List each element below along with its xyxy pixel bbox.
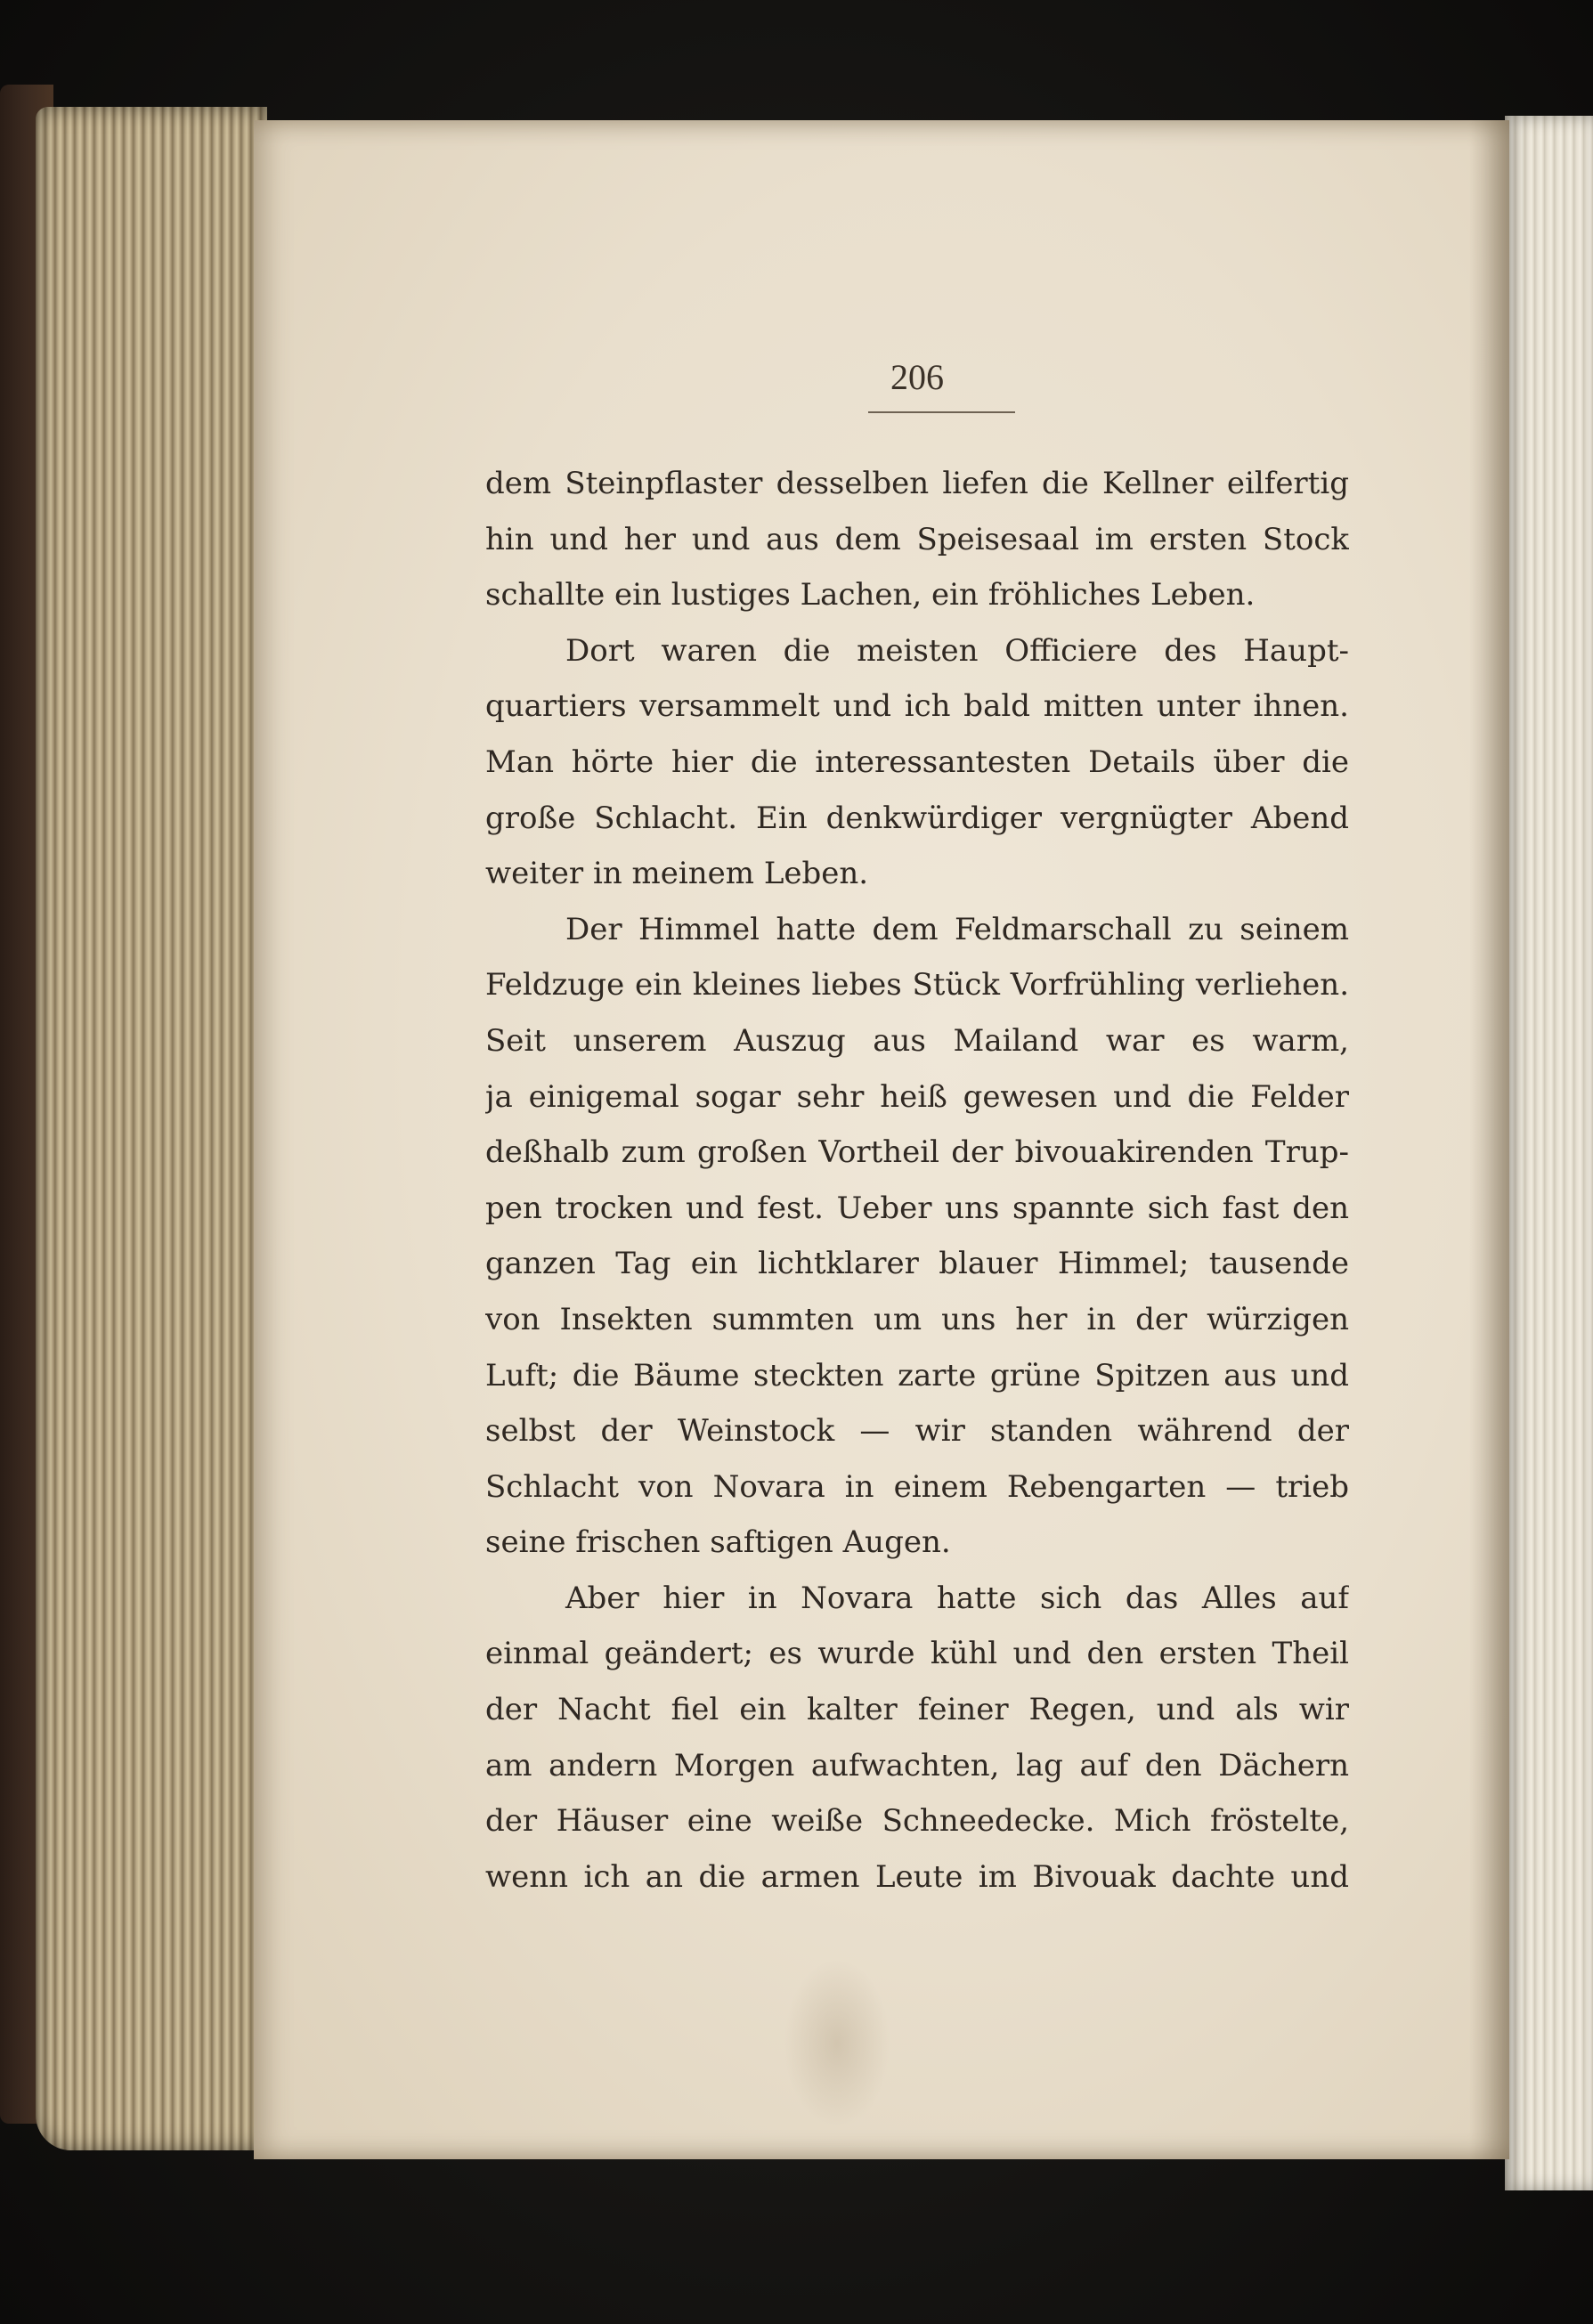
text-line: Luft; die Bäume steckten zarte grüne Spitzen aus und [485, 1357, 1349, 1394]
page-edges-left [36, 107, 267, 2150]
header-rule [868, 411, 1015, 413]
text-line: von Insekten summten um uns her in der würzigen [485, 1301, 1349, 1337]
text-line: deßhalb zum großen Vortheil der bivouakirenden Trup- [485, 1134, 1349, 1171]
text-line: weiter in meinem Leben. [485, 856, 869, 892]
text-line: quartiers versammelt und ich bald mitten unter ihnen. [485, 688, 1349, 725]
text-line: pen trocken und fest. Ueber uns spannte sich fast den [485, 1190, 1349, 1226]
gutter-shadow [1469, 120, 1509, 2159]
text-line: Dort waren die meisten Officiere des Haupt- [565, 632, 1349, 669]
text-line: einmal geändert; es wurde kühl und den ersten Theil [485, 1636, 1349, 1672]
text-line: hin und her und aus dem Speisesaal im ersten Stock [485, 521, 1349, 557]
text-line: am andern Morgen aufwachten, lag auf den Dächern [485, 1747, 1349, 1784]
text-line: Der Himmel hatte dem Feldmarschall zu seinem [565, 911, 1349, 947]
text-line: ja einigemal sogar sehr heiß gewesen und die Felder [485, 1078, 1349, 1115]
text-line: der Nacht fiel ein kalter feiner Regen, und als wir [485, 1692, 1349, 1728]
page-edges-right [1505, 116, 1593, 2190]
text-line: der Häuser eine weiße Schneedecke. Mich fröstelte, [485, 1803, 1349, 1840]
text-line: Feldzuge ein kleines liebes Stück Vorfrühling verliehen. [485, 967, 1349, 1004]
page-number: 206 [890, 357, 944, 397]
text-line: dem Steinpflaster desselben liefen die Kellner eilfertig [485, 466, 1349, 501]
text-line: schallte ein lustiges Lachen, ein fröhliches Leben. [485, 577, 1256, 614]
text-line: Schlacht von Novara in einem Rebengarten — trieb [485, 1468, 1349, 1505]
text-line: selbst der Weinstock — wir standen während der [485, 1413, 1349, 1450]
text-line: Aber hier in Novara hatte sich das Alles auf [565, 1580, 1349, 1616]
text-line: ganzen Tag ein lichtklarer blauer Himmel; tausende [485, 1246, 1349, 1282]
text-line: Man hörte hier die interessantesten Details über die [485, 744, 1349, 780]
paper-stain [784, 1959, 890, 2128]
body-text [485, 456, 1349, 1905]
text-line: seine frischen saftigen Augen. [485, 1524, 951, 1561]
text-line: wenn ich an die armen Leute im Bivouak dachte und [485, 1858, 1349, 1895]
text-line: Seit unserem Auszug aus Mailand war es warm, [485, 1022, 1349, 1059]
text-line: große Schlacht. Ein denkwürdiger vergnügter Abend [485, 800, 1349, 836]
